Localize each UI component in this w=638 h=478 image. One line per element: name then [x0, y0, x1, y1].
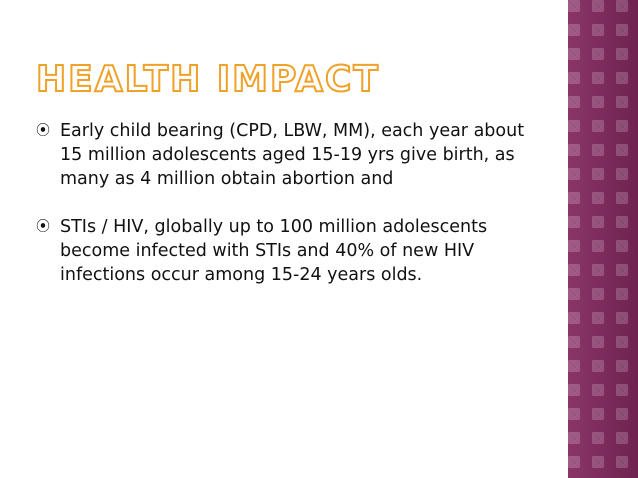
decorative-side-strip: [568, 0, 638, 478]
slide-title: HEALTH IMPACT: [36, 59, 380, 100]
bullet-item: [36, 215, 536, 287]
bullet-item: [36, 119, 536, 191]
circled-dot-bullet-icon: ⦿: [36, 219, 50, 235]
circled-dot-bullet-icon: ⦿: [36, 123, 50, 139]
bullet-text: Early child bearing (CPD, LBW, MM), each year about 15 million adolescents aged 15-19 yrs give birth, as many as 4 million obtain abortion and: [60, 121, 525, 189]
bullet-list: [36, 119, 536, 287]
bullet-text: STIs / HIV, globally up to 100 million adolescents become infected with STIs and 40% of new HIV infections occur among 15-24 years olds.: [60, 217, 488, 285]
